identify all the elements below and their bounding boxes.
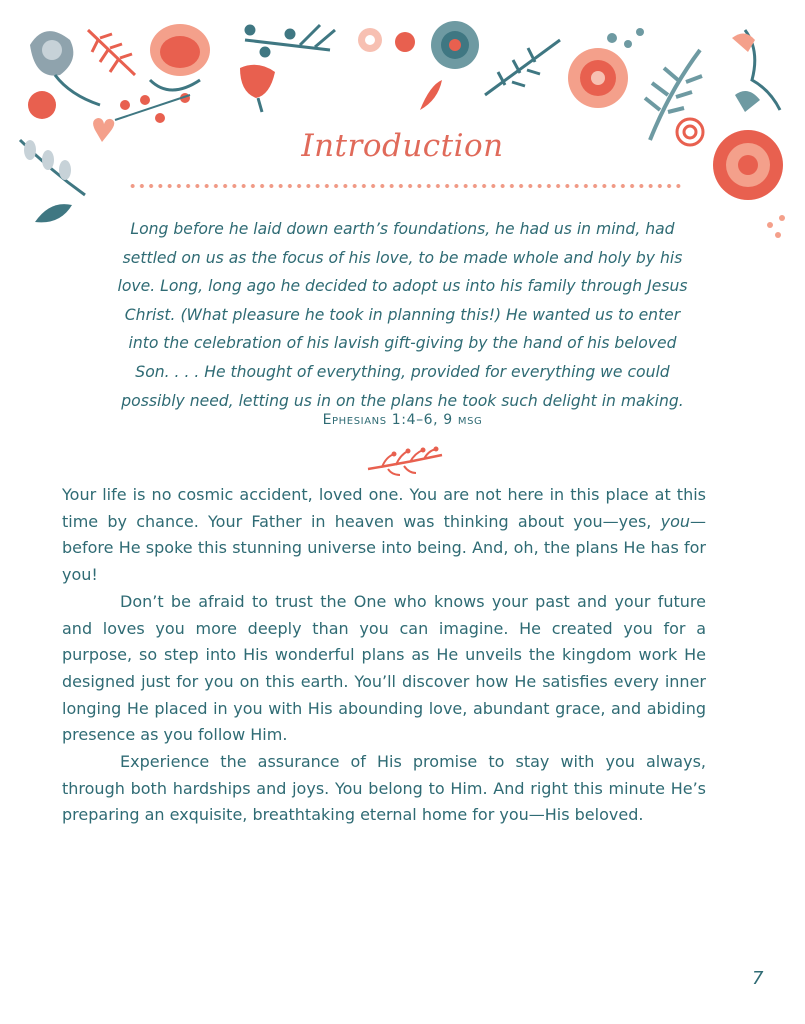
daisy-icon xyxy=(431,21,479,69)
scripture-reference: Ephesians 1:4–6, 9 msg xyxy=(322,412,483,428)
page-title: Introduction xyxy=(301,128,504,164)
verse-line: into the celebration of his lavish gift-giving by the hand of his beloved xyxy=(128,334,677,353)
paragraph: Experience the assurance of His promise to stay with you always, through both hardships and joys. You belong to Him. And right this minute He’s preparing an exquisite, breathtaking eternal home for you—His beloved. xyxy=(62,752,706,825)
spray-icon xyxy=(485,40,560,95)
leaf-icon xyxy=(420,80,442,110)
bellflower-icon xyxy=(732,30,780,112)
dots-icon xyxy=(607,28,644,48)
verse-line: Long before he laid down earth’s foundations, he had us in mind, had xyxy=(130,220,675,238)
verse-line: possibly need, letting us in on the plans he took such delight in making. xyxy=(121,391,684,410)
scripture-quote xyxy=(90,215,715,415)
verse-line: love. Long, long ago he decided to adopt us into his family through Jesus xyxy=(117,277,688,296)
small-flower-icon xyxy=(28,91,56,119)
paragraph: Don’t be afraid to trust the One who knows your past and your future and loves you more deeply than you can imagine. He created you for a purpose, so step into His wonderful plans as He unveils the kingdom work He designed just for you on this earth. You’ll discover how He satisfies every inner longing He placed in you with His abounding love, abundant grace, and abiding presence as you follow Him. xyxy=(62,591,706,745)
berries-icon xyxy=(115,93,190,123)
dotted-divider xyxy=(128,183,683,189)
dots-icon xyxy=(767,215,785,238)
page-number: 7 xyxy=(752,968,764,989)
body-text xyxy=(62,482,706,829)
verse-line: Christ. (What pleasure he took in planning this!) He wanted us to enter xyxy=(124,305,681,324)
tulip-icon xyxy=(240,65,275,112)
emphasis: you xyxy=(660,511,690,531)
floral-border-decoration xyxy=(0,0,805,250)
branch-icon xyxy=(245,25,335,56)
fern-icon xyxy=(88,30,135,75)
small-flower-icon xyxy=(358,28,415,52)
verse-line: settled on us as the focus of his love, to be made whole and holy by his xyxy=(122,248,683,267)
verse-line: Son. . . . He thought of everything, provided for everything we could xyxy=(135,362,670,381)
paragraph: Your life is no cosmic accident, loved one. You are not here in this place at this time by chance. Your Father in heaven was thinking about you—yes, you—before He spoke this stunning universe into being. And, oh, the plans He has for you! xyxy=(62,485,706,585)
flower-icon xyxy=(568,48,628,108)
flower-icon xyxy=(150,24,210,90)
sprig-ornament-icon xyxy=(360,445,450,479)
leaf-icon xyxy=(35,204,72,222)
